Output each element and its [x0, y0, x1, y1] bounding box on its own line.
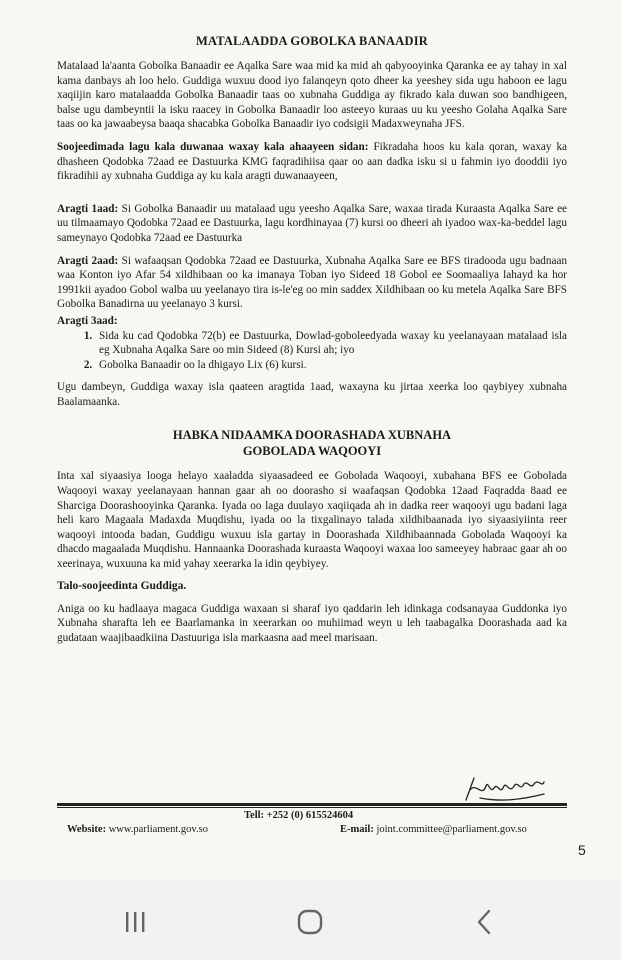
back-button[interactable]	[465, 902, 505, 942]
footer-tel: Tell: +252 (0) 615524604	[244, 810, 354, 821]
proposals-body: Fikradaha hoos ku kala qoran, waxay ka dhasheen Qodobka 72aad ee Dastuurka KMG faqradihiisa qaar oo aan dadka isku si u fahmin iyo dooddii iyo fikradihii ay xubnaha Guddiga ay ku kala aragti duwanaayeen,	[57, 140, 568, 183]
page-number: 5	[578, 842, 586, 858]
view2-body: Si wafaaqsan Qodobka 72aad ee Dastuurka, Xubnaha Aqalka Sare ee BFS tiradooda ugu badnaan waa Konton iyo Afar 54 xildhibaan oo ka imanaya Toban iyo Sideed 18 Gobol ee Soomaaliya lahayd ka hor 1991kii ayadoo Gobol walba uu yeelanayo tira is-le'eg oo min saddex Xildhibaan oo ku metela Aqalka Sare BFS Gobolka Banadirna uu yeelanayo 3 kursi.	[57, 254, 568, 311]
recommendation-paragraph: Aniga oo ku hadlaaya magaca Guddiga waxaan si sharaf iyo qaddarin leh idinkaga codsanayaa Guddonka iyo Xubnaha sharafta leh ee Baarlamanka in xeerarkan oo muhiimad weyn u leh taabagalka Doorashada aad ka gudataan waajibaadkiina Dastuuriga isla markaasna aad meel marisaan.	[57, 602, 567, 644]
proposals-lead: Soojeedimada lagu kala duwanaa waxay kala ahaayeen sidan:	[57, 140, 369, 153]
intro-paragraph: Matalaad la'aanta Gobolka Banaadir ee Aqalka Sare waa mid ka mid ah qabyooyinka Qaranka ee ay tahay in xal kama danbays ah loo helo. Guddiga wuxuu dood iyo falanqeyn qoto dheer ka yeeshey sida ugu haboon ee lagu xaqiijin karo matalaadda Gobolka Banaadir taas oo xubnaha Guddiga ay fikrado kala duwan soo bandhigeen, balse ugu dambeyntii la isku raacey in Gobolka Banaadir loo asteeyo kuraas uu ku yeesho Golaha Aqalka Sare taas oo ka jawaabeysa baaqa shacabka Gobolka Banaadir iyo codsigii Madaxweynaha JFS.	[57, 60, 567, 131]
view1-body: Si Gobolka Banaadir uu matalaad ugu yeesho Aqalka Sare, waxaa tirada Kuraasta Aqalka Sare ee uu tilmaamayo Qodobka 72aad ee Dastuurka, lagu kordhinayaa (7) kursi oo dheeri ah iyadoo wax-ka-beddel lagu sameynayo Qodobka 72aad ee Dastuurka	[57, 202, 567, 244]
section2-title-line1: HABKA NIDAAMKA DOORASHADA XUBNAHA	[172, 428, 452, 443]
list-item: 2. Gobolka Banaadir oo la dhigayo Lix (6) kursi.	[95, 358, 567, 373]
proposals-paragraph	[57, 140, 567, 184]
view1-paragraph	[57, 202, 567, 246]
footer-divider-thin	[57, 807, 567, 808]
email-link[interactable]: joint.committee@parliament.gov.so	[376, 824, 527, 835]
view3-lead: Aragti 3aad:	[57, 314, 118, 327]
section2-title-line2: GOBOLADA WAQOOYI	[242, 444, 382, 459]
recent-apps-icon	[115, 902, 155, 942]
website-link[interactable]: www.parliament.gov.so	[108, 824, 208, 835]
email-label: E-mail:	[340, 824, 374, 835]
website-label: Website:	[67, 824, 107, 835]
recent-apps-button[interactable]	[115, 902, 155, 942]
list-item: 1. Sida ku cad Qodobka 72(b) ee Dastuurka, Dowlad-goboleedyada waxay ku yeelanayaan matalaad isla eg Xubnaha Aqalka Sare oo min Sideed (8) Kursi ah; iyo	[95, 329, 567, 358]
view1-lead: Aragti 1aad:	[57, 202, 119, 215]
recommendation-heading: Talo-soojeedinta Guddiga.	[57, 579, 187, 592]
footer-divider-thick	[57, 803, 567, 806]
view3-list	[57, 329, 567, 373]
android-nav-bar	[0, 880, 621, 960]
section2-title	[57, 427, 567, 459]
section2-paragraph: Inta xal siyaasiya looga helayo xaaladda siyaasadeed ee Gobolada Waqooyi, xubahana BFS ee Gobolada Waqooyi waxay yeelanayaan hannan gaar ah oo doorasho si waafaqsan Qodobka 12aad Faqradda 8aad ee Sharciga Doorashooyinka Qaranka. Iyada oo laga duulayo xaqiiqada ah in dadka reer waqooyi ugu badani laga heli karo Magaala Madaxda Muqdishu, iyada oo la tixgalinayo talada xildhibaanada iyo siyaasiyiinta reer waqooyi intooda badan, Guddigu wuxuu isla gartay in Doorashada Xildhibaannada Gobolada Waqooyi ka dhacdo magaalada Muqdishu. Hannaanka Doorashada kuraasta Waqooyi waxaa loo sameeyey habraac gaar ah oo xeerinaya, wuxuuna ka mid yahay xeerarka la idin qeybiyey.	[57, 470, 567, 571]
view2-paragraph	[57, 254, 567, 312]
document-body	[57, 34, 567, 653]
conclusion-paragraph: Ugu dambeyn, Guddiga waxay isla qaateen aragtida 1aad, waxayna ku jirtaa xeerka loo qaybiyey xubnaha Baalamaanka.	[57, 381, 567, 408]
view3-heading	[57, 314, 567, 329]
home-button[interactable]	[290, 902, 330, 942]
signature-image	[460, 772, 550, 804]
home-icon	[290, 902, 330, 942]
view2-lead: Aragti 2aad:	[57, 254, 119, 267]
footer-website	[67, 824, 208, 835]
document-title: MATALAADDA GOBOLKA BANAADIR	[195, 34, 429, 48]
footer-email	[340, 824, 527, 835]
back-icon	[465, 902, 505, 942]
